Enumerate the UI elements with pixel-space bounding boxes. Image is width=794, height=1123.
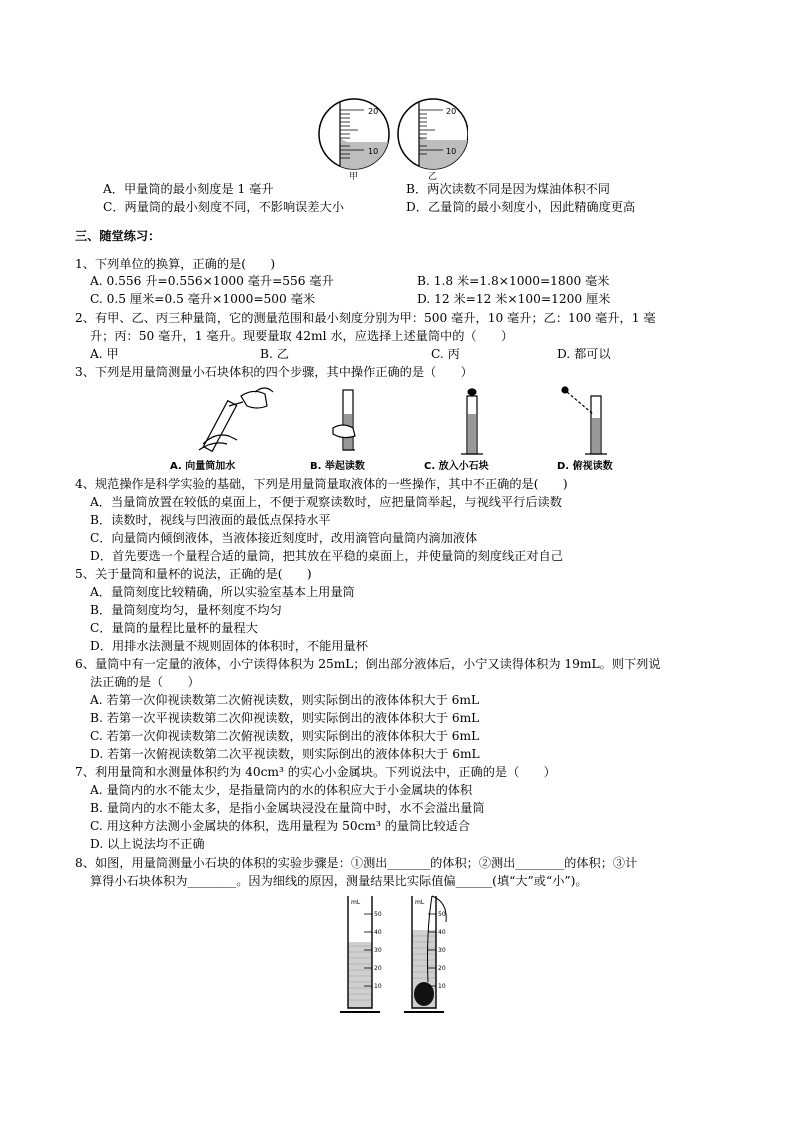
q3-caption-c: C. 放入小石块 (424, 461, 489, 472)
q6-option-b: B. 若第一次平视读数第二次仰视读数，则实际倒出的液体体积大于 6mL (90, 711, 480, 725)
left-tick-50: 50 (374, 911, 382, 918)
step-c-stone-illustration (461, 389, 483, 454)
q2-line1: 2、有甲、乙、丙三种量筒，它的测量范围和最小刻度分别为甲：500 毫升，10 毫升；乙：100 毫升，1 毫 (75, 311, 656, 325)
q6-option-d: D. 若第一次俯视读数第二次平视读数，则实际倒出的液体体积大于 6mL (90, 747, 480, 761)
q3-stem: 3、下列是用量筒测量小石块体积的四个步骤，其中操作正确的是（ ） (75, 365, 473, 379)
left-cylinder-unit: mL (351, 899, 361, 906)
top-option-c: C．两量筒的最小刻度不同，不影响误差大小 (103, 200, 344, 214)
left-tick-10: 10 (374, 983, 382, 990)
q4-option-d: D．首先要选一个量程合适的量筒，把其放在平稳的桌面上，并使量筒的刻度线正对自己 (90, 549, 563, 563)
right-cylinder-unit: mL (415, 899, 425, 906)
right-tick-50: 50 (438, 911, 446, 918)
q1-option-b: B. 1.8 米=1.8×1000=1800 毫米 (417, 274, 610, 288)
q4-stem: 4、规范操作是科学实验的基础，下列是用量筒量取液体的一些操作，其中不正确的是( ) (75, 477, 568, 491)
right-tick-40: 40 (438, 929, 446, 936)
q5-option-c: C．量筒的量程比量杯的量程大 (90, 621, 258, 635)
cylinder-a-label: 甲 (349, 172, 359, 182)
section-heading: 三、随堂练习： (75, 229, 161, 243)
q5-option-a: A．量筒刻度比较精确，所以实验室基本上用量筒 (90, 585, 355, 599)
q7-option-b: B. 量筒内的水不能太多，是指小金属块浸没在量筒中时，水不会溢出量筒 (90, 801, 485, 815)
right-tick-20: 20 (438, 965, 446, 972)
q7-option-a: A. 量筒内的水不能太少，是指量筒内的水的体积应大于小金属块的体积 (90, 783, 473, 797)
cylinder-b (398, 98, 468, 182)
step-d-view-illustration (562, 387, 607, 454)
left-tick-40: 40 (374, 929, 382, 936)
q1-option-d: D. 12 米=12 米×100=1200 厘米 (417, 292, 611, 306)
top-option-b: B．两次读数不同是因为煤油体积不同 (406, 182, 610, 196)
q2-line2: 升；丙：50 毫升，1 毫升。现要量取 42ml 水，应选择上述量筒中的（ ） (90, 329, 514, 343)
q3-caption-d: D. 俯视读数 (557, 461, 613, 472)
q6-option-a: A. 若第一次仰视读数第二次俯视读数，则实际倒出的液体体积大于 6mL (90, 693, 480, 707)
cylinder-a-tick-high: 20 (368, 107, 379, 116)
q4-option-b: B．读数时，视线与凹液面的最低点保持水平 (90, 513, 331, 527)
right-tick-30: 30 (438, 947, 446, 954)
cylinder-b-label: 乙 (428, 172, 438, 182)
q8-line2: 算得小石块体积为________。因为细线的原因，测量结果比实际值偏______(填“大”或“小”)。 (90, 874, 588, 888)
left-tick-30: 30 (374, 947, 382, 954)
cylinder-with-stone (404, 896, 446, 1012)
cylinder-a (319, 98, 398, 182)
q6-line1: 6、量筒中有一定量的液体，小宁读得体积为 25mL；倒出部分液体后，小宁又读得体积为 19mL。则下列说 (75, 657, 661, 671)
q8-cylinders-figure (338, 892, 456, 1016)
q5-option-b: B．量筒刻度均匀，量杯刻度不均匀 (90, 603, 282, 617)
q4-option-c: C．向量筒内倾倒液体，当液体接近刻度时，改用滴管向量筒内滴加液体 (90, 531, 478, 545)
q3-caption-b: B. 举起读数 (310, 461, 365, 472)
q2-option-d: D. 都可以 (557, 347, 611, 361)
q3-steps-figure (195, 384, 645, 460)
q6-option-c: C. 若第一次仰视读数第二次俯视读数，则实际倒出的液体体积大于 6mL (90, 729, 480, 743)
top-cylinders-figure (318, 98, 468, 182)
q5-option-d: D．用排水法测量不规则固体的体积时，不能用量杯 (90, 639, 368, 653)
q2-option-a: A. 甲 (90, 347, 119, 361)
step-a-pour-illustration (199, 388, 273, 451)
step-b-lift-illustration (333, 390, 355, 450)
q6-line2: 法正确的是（ ） (90, 675, 200, 689)
q2-option-b: B. 乙 (260, 347, 289, 361)
right-tick-10: 10 (438, 983, 446, 990)
stone (414, 982, 434, 1006)
q1-stem: 1、下列单位的换算，正确的是( ) (75, 257, 276, 271)
q7-stem: 7、利用量筒和水测量体积约为 40cm³ 的实心小金属块。下列说法中，正确的是（ ） (75, 765, 556, 779)
q1-option-a: A. 0.556 升=0.556×1000 毫升=556 毫升 (90, 274, 334, 288)
left-tick-20: 20 (374, 965, 382, 972)
q4-option-a: A．当量筒放置在较低的桌面上，不便于观察读数时，应把量筒举起，与视线平行后读数 (90, 495, 562, 509)
cylinder-b-tick-low: 10 (446, 147, 457, 156)
q8-line1: 8、如图，用量筒测量小石块的体积的实验步骤是：①测出_______的体积；②测出________的体积；③计 (75, 856, 638, 870)
cylinder-water-only (340, 896, 382, 1012)
cylinder-b-tick-high: 20 (446, 107, 457, 116)
q1-option-c: C. 0.5 厘米=0.5 毫升×1000=500 毫米 (90, 292, 316, 306)
q7-option-c: C. 用这种方法测小金属块的体积，选用量程为 50cm³ 的量筒比较适合 (90, 819, 471, 833)
top-option-a: A．甲量筒的最小刻度是 1 毫升 (103, 182, 274, 196)
q7-option-d: D. 以上说法均不正确 (90, 837, 205, 851)
q3-caption-a: A. 向量筒加水 (170, 461, 236, 472)
cylinder-a-tick-low: 10 (368, 147, 379, 156)
top-option-d: D．乙量筒的最小刻度小，因此精确度更高 (406, 200, 636, 214)
q5-stem: 5、关于量筒和量杯的说法，正确的是( ) (75, 567, 312, 581)
q2-option-c: C. 丙 (431, 347, 460, 361)
